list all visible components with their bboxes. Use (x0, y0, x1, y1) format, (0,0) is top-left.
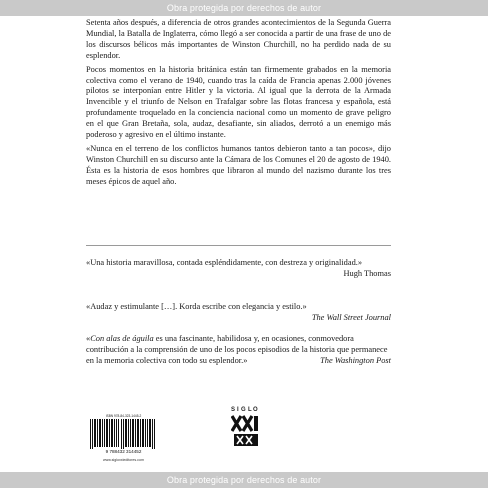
siglo-xxi-logo (231, 405, 261, 447)
review-author: The Washington Post (320, 355, 391, 365)
review-quote-rest: es una fascinante, habilidosa y, en ocasiones, conmovedora contribución a la comprensión de uno de los pocos episodios de la historia que permanece en la memoria colectiva con todo su esplendor.» (86, 334, 388, 365)
back-cover-text (86, 18, 391, 188)
isbn-barcode (86, 412, 161, 464)
review-author: The Wall Street Journal (311, 312, 391, 322)
isbn-label: ISBN 978-84-323-1445-2 (105, 414, 142, 418)
review-hugh-thomas (86, 258, 391, 280)
svg-text:S: S (231, 407, 236, 413)
paragraph-churchill-quote: «Nunca en el terreno de los conflictos humanos tantos debieron tanto a tan pocos», dijo Winston Churchill en su discurso ante la Cámara de los Comunes el 20 de agosto de 1940. Ésta es la historia de esos hombres que libraron al mundo del nazismo durante los tres meses épicos de aquel año. (86, 143, 391, 186)
svg-text:L: L (248, 407, 252, 413)
copyright-banner-bottom: Obra protegida por derechos de autor (0, 472, 488, 488)
barcode-number: 9 788432 314452 (105, 449, 142, 454)
review-washington-post (86, 334, 391, 367)
paragraph-intro: Setenta años después, a diferencia de otros grandes acontecimientos de la Segunda Guerra Mundial, la Batalla de Inglaterra, cómo llegó a ser conocida a partir de una frase de uno de los discursos bélicos más importantes de Winston Churchill, no ha perdido nada de su esplendor. (86, 18, 391, 60)
svg-text:G: G (241, 407, 246, 413)
copyright-banner-top: Obra protegida por derechos de autor (0, 0, 488, 16)
book-title: Con alas de águila (90, 334, 154, 343)
divider-rule (86, 245, 391, 246)
review-quote: «Con alas de águila es una fascinante, habilidosa y, en ocasiones, conmovedora contribución a la comprensión de uno de los pocos episodios de la historia que permanece en la memoria colectiva con todo su esplendor.» (86, 334, 388, 365)
publisher-website: www.sigloxxieditores.com (103, 458, 144, 462)
review-author: Hugh Thomas (343, 268, 391, 278)
review-quote: «Audaz y estimulante […]. Korda escribe con elegancia y estilo.» (86, 302, 307, 311)
svg-text:O: O (253, 407, 258, 413)
svg-text:I: I (237, 407, 239, 413)
review-quote: «Una historia maravillosa, contada espléndidamente, con destreza y originalidad.» (86, 258, 363, 267)
paragraph-summer-1940: Pocos momentos en la historia británica están tan firmemente grabados en la memoria colectiva como el verano de 1940, cuando tras la caída de Francia apenas 2.000 jóvenes pilotos se interponían entre Hitler y la victoria. Al igual que la derrota de la Armada Invencible y el triunfo de Nelson en Trafalgar sobre las flotas francesa y española, está profundamente troquelado en la conciencia nacional como un momento de grave peligro en el que Gran Bretaña, sola, audaz, desafiante, sin aliados, derrotó a un enemigo más poderoso y agresivo en el último instante. (86, 64, 391, 140)
review-wall-street-journal (86, 302, 391, 324)
